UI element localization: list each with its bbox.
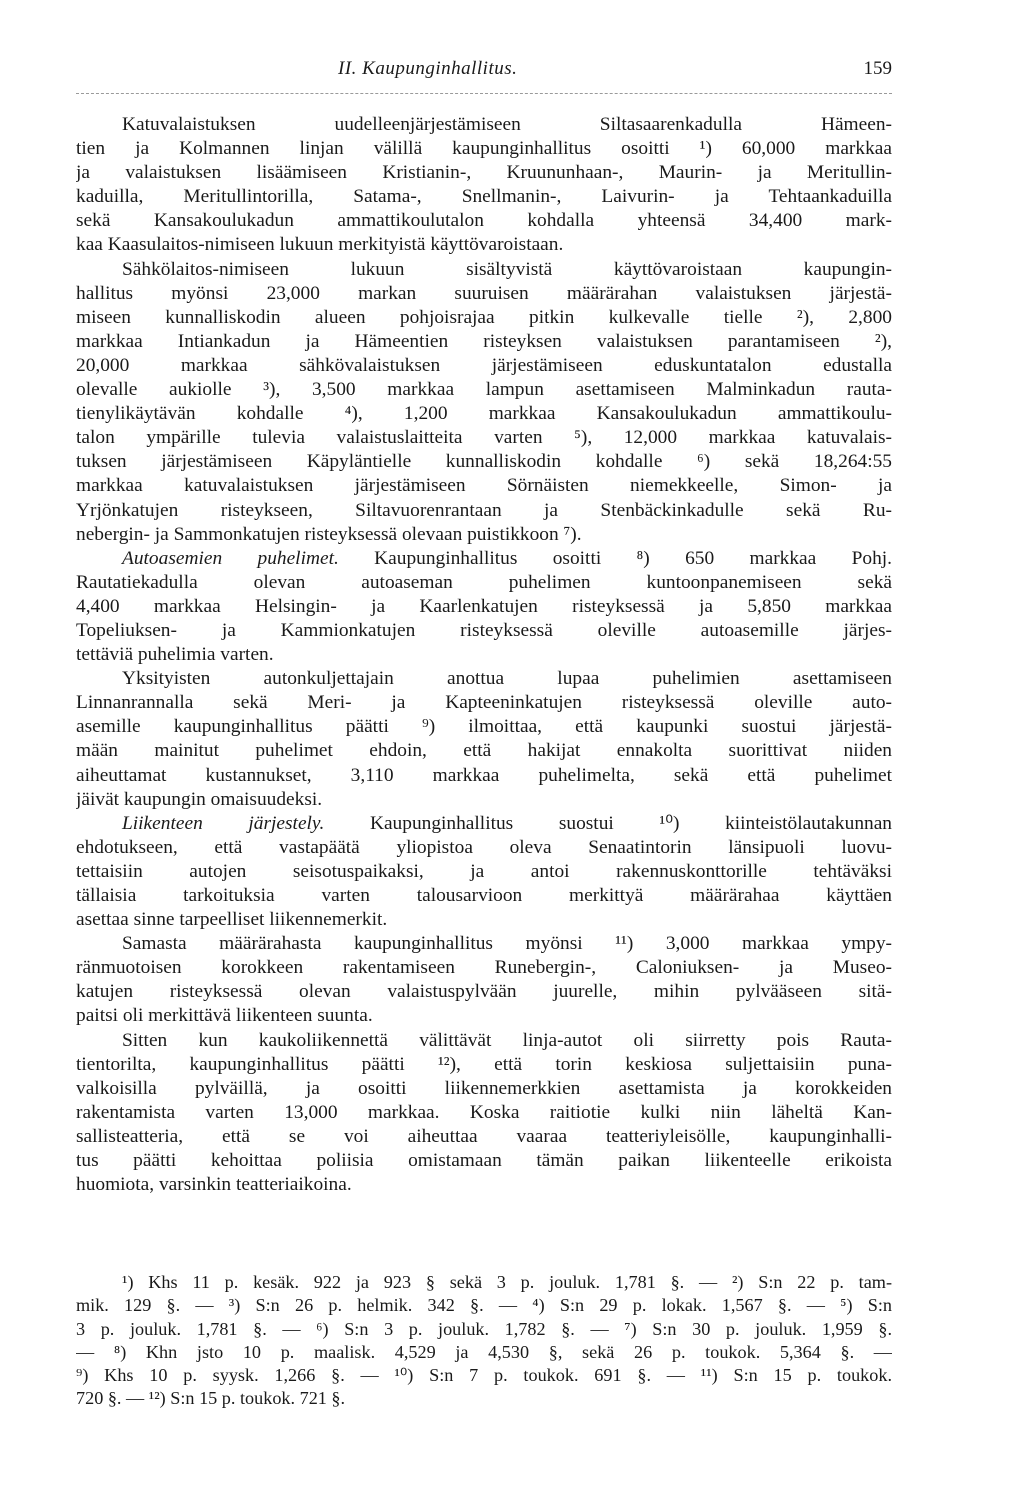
text-line: tettäviä puhelimia varten. (76, 644, 274, 666)
text-line: ehdotukseen, että vastapäätä yliopistoa oleva Senaatintorin länsipuoli luovu- (76, 836, 892, 858)
paragraph (76, 547, 892, 667)
footnotes (76, 1271, 892, 1411)
text-line: mään mainitut puhelimet ehdoin, että hakijat ennakolta suorittivat niiden (76, 740, 892, 762)
text-line: tettaisiin autojen seisotuspaikaksi, ja antoi rakennuskonttorille tehtäväksi (76, 860, 892, 882)
text-line: 20,000 markkaa sähkövalaistuksen järjestämiseen eduskuntatalon edustalla (76, 354, 892, 376)
paragraph (76, 932, 892, 1028)
text-line: hallitus myönsi 23,000 markan suuruisen määrärahan valaistuksen järjestä- (76, 282, 892, 304)
paragraph (76, 812, 892, 932)
paragraph (76, 1029, 892, 1198)
text-line: markkaa Intiankadun ja Hämeentien risteyksen valaistuksen parantamiseen ²), (76, 330, 892, 352)
text-line: Sähkölaitos-nimiseen lukuun sisältyvistä käyttövaroistaan kaupungin- (122, 258, 892, 280)
text-line: tienylikäytävän kohdalle ⁴), 1,200 markkaa Kansakoulukadun ammattikoulu- (76, 403, 892, 425)
footnote-line: 720 §. — ¹²) S:n 15 p. toukok. 721 §. (76, 1388, 346, 1409)
running-header (76, 58, 892, 88)
text-line: Sitten kun kaukoliikennettä välittävät linja-autot oli siirretty pois Rauta- (122, 1029, 892, 1051)
text-line: nebergin- ja Sammonkatujen risteyksessä olevaan puistikkoon ⁷). (76, 523, 582, 545)
text-line: valkoisilla pylväillä, ja osoitti liikennemerkkien asettamista ja korokkeiden (76, 1077, 892, 1099)
text-line: Katuvalaistuksen uudelleenjärjestämiseen Siltasaarenkadulla Hämeen- (122, 114, 892, 135)
text-line: tuksen järjestämiseen Käpyläntielle kunnalliskodin kohdalle ⁶) sekä 18,264:55 (76, 451, 892, 473)
footnote-line: ¹) Khs 11 p. kesäk. 922 ja 923 § sekä 3 p. jouluk. 1,781 §. — ²) S:n 22 p. tam- (122, 1272, 892, 1292)
paragraph (76, 113, 892, 258)
text-line: kaduilla, Meritullintorilla, Satama-, Snellmanin-, Laivurin- ja Tehtaankaduilla (76, 186, 892, 208)
text-line: Linnanrannalla sekä Meri- ja Kapteeninkatujen risteyksessä oleville auto- (76, 692, 892, 714)
text-line: Yrjönkatujen risteykseen, Siltavuorenrantaan ja Stenbäckinkadulle sekä Ru- (76, 499, 892, 521)
body-text (76, 113, 892, 1197)
footnote-line: mik. 129 §. — ³) S:n 26 p. helmik. 342 §. — ⁴) S:n 29 p. lokak. 1,567 §. — ⁵) S:n (76, 1295, 892, 1316)
header-divider (76, 93, 892, 94)
running-title: II. Kaupunginhallitus. (338, 58, 518, 79)
text-line: asemille kaupunginhallitus päätti ⁹) ilmoittaa, että kaupunki suostui järjestä- (76, 716, 892, 738)
text-line: sekä Kansakoulukadun ammattikoulutalon kohdalla yhteensä 34,400 mark- (76, 210, 892, 232)
text-line: huomiota, varsinkin teatteriaikoina. (76, 1174, 352, 1196)
text-line: tientorilta, kaupunginhallitus päätti ¹²), että torin keskiosa suljettaisiin puna- (76, 1053, 892, 1075)
text-line: paitsi oli merkittävä liikenteen suunta. (76, 1005, 373, 1027)
text-line: aiheuttamat kustannukset, 3,110 markkaa puhelimelta, sekä että puhelimet (76, 764, 892, 786)
footnote-line: ⁹) Khs 10 p. syysk. 1,266 §. — ¹⁰) S:n 7 p. toukok. 691 §. — ¹¹) S:n 15 p. toukok. (76, 1365, 892, 1386)
page-number: 159 (863, 58, 892, 79)
text-line: Topeliuksen- ja Kammionkatujen risteyksessä oleville autoasemille järjes- (76, 619, 892, 641)
text-line: miseen kunnalliskodin alueen pohjoisrajaa pitkin kulkevalle tielle ²), 2,800 (76, 306, 892, 328)
text-line: tällaisia tarkoituksia varten talousarvioon merkittyä määrärahaa käyttäen (76, 885, 892, 906)
text-line: Yksityisten autonkuljettajain anottua lupaa puhelimien asettamiseen (122, 668, 892, 690)
text-line: Liikenteen järjestely. Kaupunginhallitus suostui ¹⁰) kiinteistölautakunnan (122, 812, 892, 834)
text-line: 4,400 markkaa Helsingin- ja Kaarlenkatujen risteyksessä ja 5,850 markkaa (76, 595, 892, 617)
paragraph (76, 667, 892, 812)
section-lead: Autoasemien puhelimet. (122, 547, 339, 569)
section-lead: Liikenteen järjestely. (122, 812, 325, 834)
text-line: rakentamista varten 13,000 markkaa. Koska raitiotie kulki niin läheltä Kan- (76, 1101, 892, 1123)
text-line: tus päätti kehoittaa poliisia omistamaan tämän paikan liikenteelle erikoista (76, 1150, 892, 1172)
text-line: Autoasemien puhelimet. Kaupunginhallitus osoitti ⁸) 650 markkaa Pohj. (122, 547, 892, 569)
text-line: Rautatiekadulla olevan autoaseman puhelimen kuntoonpanemiseen sekä (76, 571, 892, 593)
footnote-line: — ⁸) Khn jsto 10 p. maalisk. 4,529 ja 4,530 §, sekä 26 p. toukok. 5,364 §. — (76, 1341, 892, 1362)
text-line: katujen risteyksessä olevan valaistuspylvään juurelle, mihin pylvääseen sitä- (76, 981, 892, 1003)
text-line: ränmuotoisen korokkeen rakentamiseen Runebergin-, Caloniuksen- ja Museo- (76, 957, 892, 979)
text-line: jäivät kaupungin omaisuudeksi. (76, 788, 323, 810)
text-line: sallisteatteria, että se voi aiheuttaa vaaraa teatteriyleisölle, kaupunginhalli- (76, 1125, 892, 1147)
text-line: markkaa katuvalaistuksen järjestämiseen Sörnäisten niemekkeelle, Simon- ja (76, 475, 892, 497)
text-line: ja valaistuksen lisäämiseen Kristianin-, Kruununhaan-, Maurin- ja Meritullin- (76, 162, 892, 184)
text-line: kaa Kaasulaitos-nimiseen lukuun merkityistä käyttövaroistaan. (76, 234, 564, 256)
text-line: tien ja Kolmannen linjan välillä kaupunginhallitus osoitti ¹) 60,000 markkaa (76, 138, 892, 160)
text-line: olevalle aukiolle ³), 3,500 markkaa lampun asettamiseen Malminkadun rauta- (76, 379, 892, 401)
text-line: asettaa sinne tarpeelliset liikennemerkit. (76, 909, 388, 931)
text-line: Samasta määrärahasta kaupunginhallitus myönsi ¹¹) 3,000 markkaa ympy- (122, 933, 892, 955)
paragraph (76, 258, 892, 547)
text-line: talon ympärille tulevia valaistuslaitteita varten ⁵), 12,000 markkaa katuvalais- (76, 427, 892, 449)
footnote-line: 3 p. jouluk. 1,781 §. — ⁶) S:n 3 p. jouluk. 1,782 §. — ⁷) S:n 30 p. jouluk. 1,959 §. (76, 1318, 892, 1339)
